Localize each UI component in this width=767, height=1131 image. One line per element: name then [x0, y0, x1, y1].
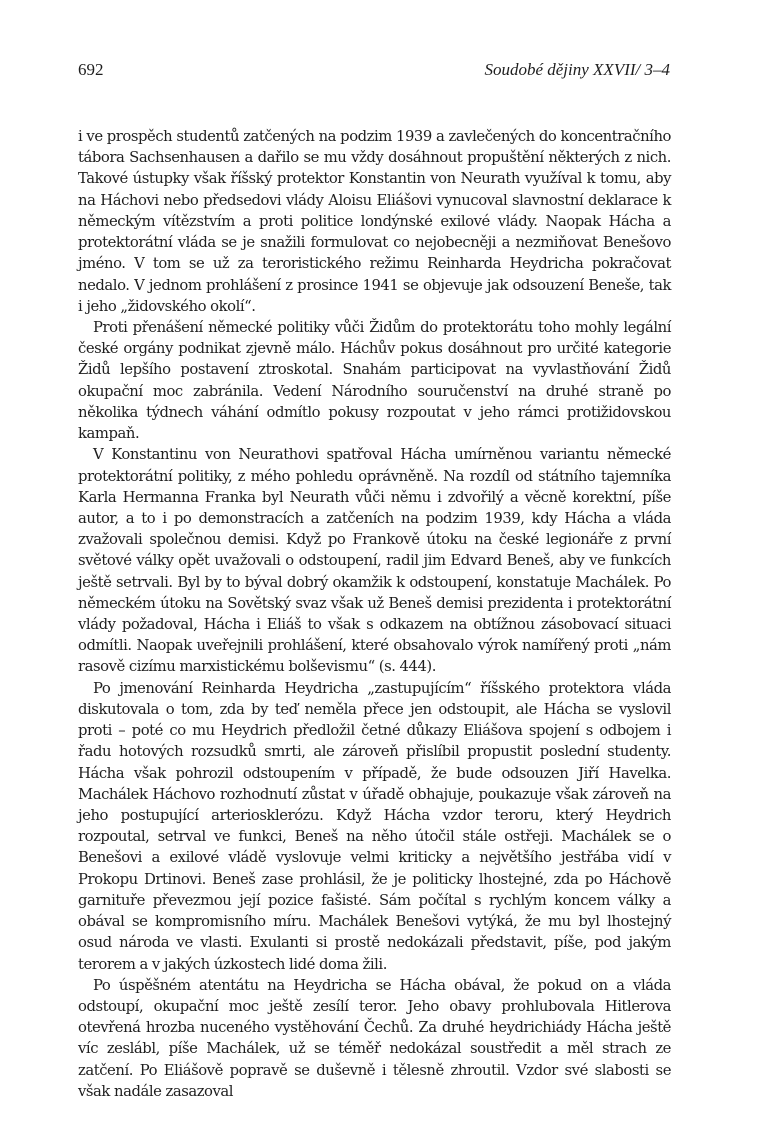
journal-running-title: Soudobé dějiny XXVII/ 3–4: [484, 60, 670, 79]
page-header: [78, 60, 671, 84]
paragraph: Po jmenování Reinharda Heydricha „zastupujícím“ říšského protektora vláda diskutovala o tom, zda by teď neměla přece jen odstoupit, ale Hácha se vyslovil proti – poté co mu Heydrich předložil četné důkazy Eliášova spojení s odbojem i řadu hotových rozsudků smrti, ale zároveň přislíbil propustit poslední studenty. Hácha však pohrozil odstoupením v případě, že bude odsouzen Jiří Havelka. Machálek Háchovo rozhodnutí zůstat v úřadě obhajuje, poukazuje však zároveň na jeho postupující arteriosklerózu. Když Hácha vzdor teroru, který Heydrich rozpoutal, setrval ve funkci, Beneš na něho útočil stále ostřeji. Machálek se o Benešovi a exilové vládě vyslovuje velmi kriticky a největšího jestřába vidí v Prokopu Drtinovi. Beneš zase prohlásil, že je politicky lhostejné, zda po Háchově garnituře převezmou její pozice fašisté. Sám počítal s rychlým koncem války a obával se kompromisního míru. Machálek Benešovi vytýká, že mu byl lhostejný osud národa ve vlasti. Exulanti si prostě nedokázali představit, píše, pod jakým terorem a v jakých úzkostech lidé doma žili.: [78, 679, 671, 973]
article-body: [78, 126, 671, 1102]
paragraph: V Konstantinu von Neurathovi spatřoval Hácha umírněnou variantu německé protektorátní politiky, z mého pohledu oprávněně. Na rozdíl od státního tajemníka Karla Hermanna Franka byl Neurath vůči němu i zdvořilý a věcně korektní, píše autor, a to i po demonstracích a zatčeních na podzim 1939, kdy Hácha a vláda zvažovali společnou demisi. Když po Frankově útoku na české legionáře z první světové války opět uvažovali o odstoupení, radil jim Edvard Beneš, aby ve funkcích ještě setrvali. Byl by to býval dobrý okamžik k odstoupení, konstatuje Machálek. Po německém útoku na Sovětský svaz však už Beneš demisi prezidenta i protektorátní vlády požadoval, Hácha i Eliáš to však s odkazem na obtížnou zásobovací situaci odmítli. Naopak uveřejnili prohlášení, které obsahovalo výrok namířený proti „nám rasově cizímu marxistickému bolševismu“ (s. 444).: [78, 446, 671, 676]
paragraph: i ve prospěch studentů zatčených na podzim 1939 a zavlečených do koncentračního tábora Sachsenhausen a dařilo se mu vždy dosáhnout propuštění některých z nich. Takové ústupky však říšský protektor Konstantin von Neurath využíval k tomu, aby na Háchovi nebo předsedovi vlády Aloisu Eliášovi vynucoval slavnostní deklarace k německým vítězstvím a proti politice londýnské exilové vlády. Naopak Hácha a protektorátní vláda se je snažili formulovat co nejobecněji a nezmiňovat Benešovo jméno. V tom se už za teroristického režimu Reinharda Heydricha pokračovat nedalo. V jednom prohlášení z prosince 1941 se objevuje jak odsouzení Beneše, tak i jeho „židovského okolí“.: [78, 128, 671, 315]
paragraph: Po úspěšném atentátu na Heydricha se Hácha obával, že pokud on a vláda odstoupí, okupační moc ještě zesílí teror. Jeho obavy prohlubovala Hitlerova otevřená hrozba nuceného vystěhování Čechů. Za druhé heydrichiády Hácha ještě víc zeslábl, píše Machálek, už se téměř nedokázal soustředit a měl strach ze zatčení. Po Eliášově popravě se duševně i tělesně zhroutil. Vzdor své slabosti se však nadále zasazoval: [78, 976, 671, 1100]
page-number: 692: [78, 60, 104, 79]
paragraph: Proti přenášení německé politiky vůči Židům do protektorátu toho mohly legální české orgány podnikat zjevně málo. Háchův pokus dosáhnout pro určité kategorie Židů lepšího postavení ztroskotal. Snahám participovat na vyvlastňování Židů okupační moc zabránila. Vedení Národního souručenství na druhé straně po několika týdnech váhání odmítlo pokusy rozpoutat v jeho rámci protižidovskou kampaň.: [78, 318, 671, 443]
journal-page: [78, 0, 671, 1131]
